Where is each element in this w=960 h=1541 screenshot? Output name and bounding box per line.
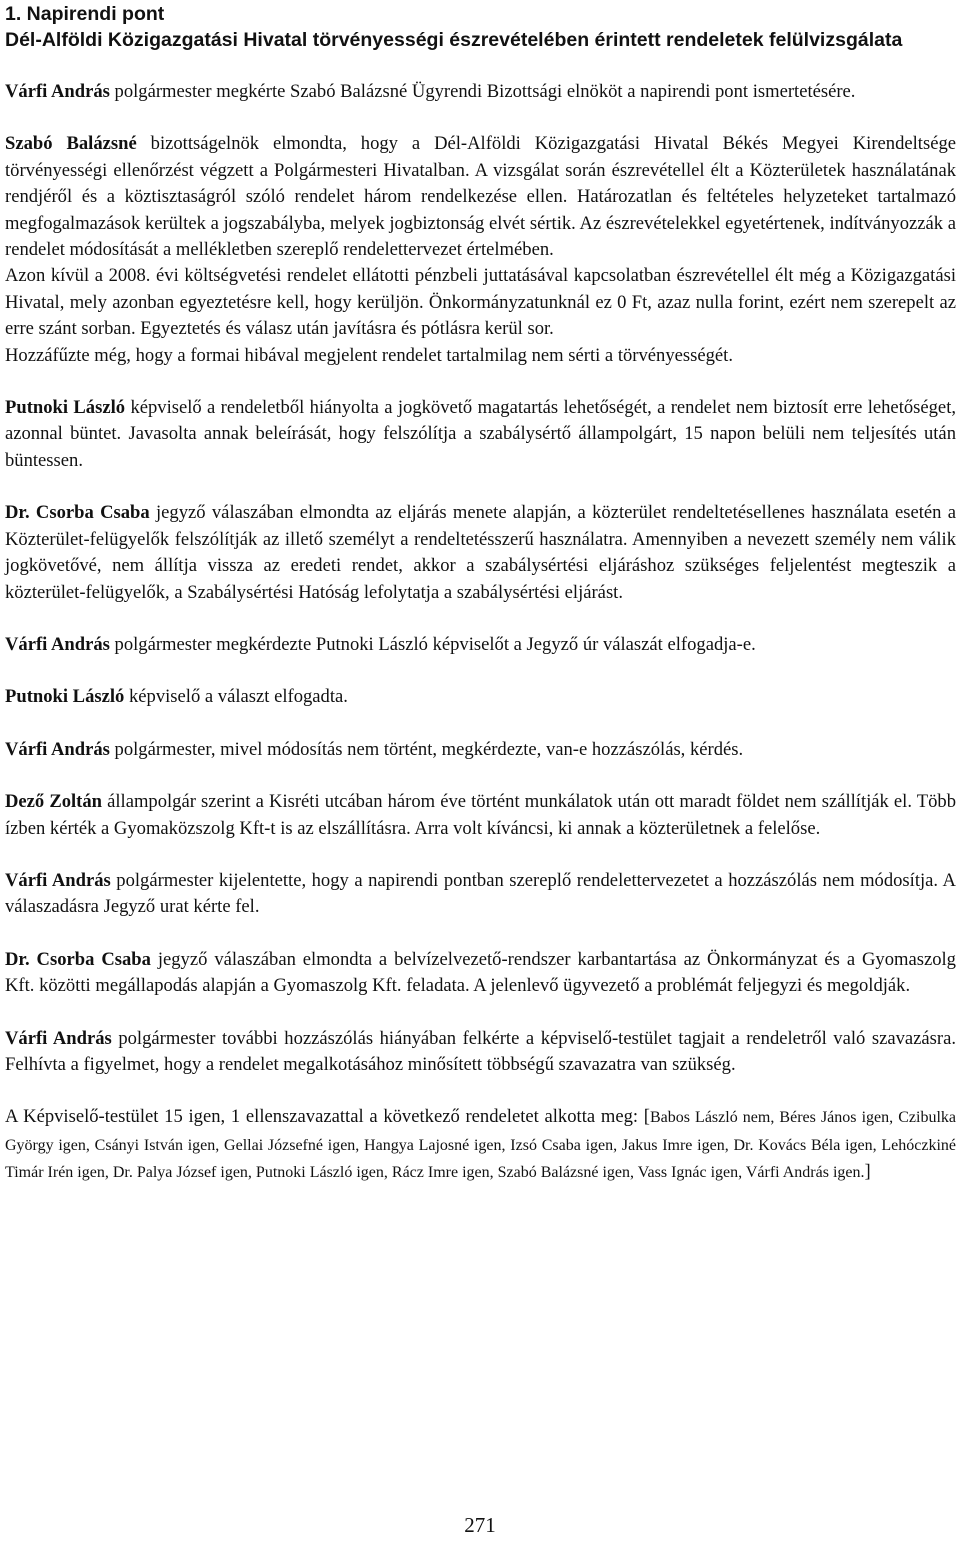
minutes-paragraph <box>5 789 956 842</box>
minutes-paragraph <box>5 131 956 369</box>
paragraph-text: polgármester további hozzászólás hiányában felkérte a képviselő-testület tagjait a rendeletről való szavazásra. Felhívta a figyelmet, hogy a rendelet megalkotásához minősített többségű szavazatra van szükség. <box>5 1027 956 1075</box>
paragraph-line <box>5 263 956 342</box>
paragraph-line <box>5 395 956 474</box>
paragraph-text: jegyző válaszában elmondta a belvízelvezető-rendszer karbantartása az Önkormányzat és a Gyomaszolg Kft. közötti megállapodás alapján a Gyomaszolg Kft. feladata. A jelenlevő ügyvezető a problémát feljegyzi és megoldják. <box>5 948 956 997</box>
paragraph-line <box>5 947 956 1000</box>
paragraph-text: állampolgár szerint a Kisréti utcában három éve történt munkálatok után ott maradt földet nem szállítják el. Több ízben kérték a Gyomaközszolg Kft-t is az elszállításra. Arra volt kíváncsi, ki annak a közterületnek a felelőse. <box>5 791 956 839</box>
speaker-name: Dező Zoltán <box>5 791 103 813</box>
spacer <box>5 1078 956 1104</box>
minutes-paragraph <box>5 632 956 658</box>
speaker-name: Dr. Csorba Csaba <box>5 502 150 524</box>
speaker-name: Putnoki László <box>5 397 126 419</box>
speaker-name: Putnoki László <box>5 686 125 708</box>
paragraph-line <box>5 868 956 921</box>
paragraph-line <box>5 79 956 105</box>
spacer <box>5 658 956 684</box>
speaker-name: Dr. Csorba Csaba <box>5 948 151 970</box>
spacer <box>5 474 956 500</box>
paragraph-line <box>5 131 956 263</box>
agenda-heading <box>5 0 956 53</box>
paragraph-line <box>5 632 956 658</box>
paragraph-line <box>5 500 956 606</box>
spacer <box>5 1000 956 1026</box>
paragraph-text: polgármester megkérdezte Putnoki László képviselőt a Jegyző úr válaszát elfogadja-e. <box>114 633 756 655</box>
minutes-paragraph <box>5 395 956 474</box>
minutes-paragraph <box>5 1026 956 1079</box>
vote-close: ] <box>864 1161 871 1183</box>
paragraph-text: polgármester megkérte Szabó Balázsné Ügyrendi Bizottsági elnököt a napirendi pont ismertetésére. <box>114 81 856 102</box>
paragraph-line <box>5 737 956 763</box>
spacer <box>5 606 956 632</box>
vote-details: Babos László nem, Béres János igen, Czibulka György igen, Csányi István igen, Gellai Józsefné igen, Hangya Lajosné igen, Izsó Csaba igen, Jakus Imre igen, Dr. Kovács Béla igen, Lehóczkiné Timár Irén igen, Dr. Palya József igen, Putnoki László igen, Rácz Imre igen, Szabó Balázsné igen, Vass Ignác igen, Várfi András igen. <box>5 1109 956 1182</box>
paragraph-text: képviselő a választ elfogadta. <box>129 686 348 708</box>
agenda-title: Dél-Alföldi Közigazgatási Hivatal törvényességi észrevételében érintett rendeletek felülvizsgálata <box>5 29 903 51</box>
speaker-name: Szabó Balázsné <box>5 133 137 155</box>
speaker-name: Várfi András <box>5 633 110 655</box>
minutes-paragraph <box>5 684 956 710</box>
agenda-number: 1. Napirendi pont <box>5 3 165 25</box>
paragraph-line <box>5 789 956 842</box>
spacer <box>5 711 956 737</box>
minutes-body <box>5 79 956 1104</box>
minutes-paragraph <box>5 500 956 606</box>
paragraph-text: Hozzáfűzte még, hogy a formai hibával megjelent rendelet tartalmilag nem sérti a törvényességét. <box>5 344 733 366</box>
paragraph-text: képviselő a rendeletből hiányolta a jogkövető magatartás lehetőségét, a rendelet nem biztosít erre lehetőséget, azonnal büntet. Javasolta annak beleírását, hogy felszólítja a szabálysértő állampolgárt, 15 napon belüli nem teljesítés után büntessen. <box>5 397 957 471</box>
spacer <box>5 763 956 789</box>
minutes-paragraph <box>5 737 956 763</box>
spacer <box>5 369 956 395</box>
spacer <box>5 53 956 79</box>
paragraph-text: polgármester, mivel módosítás nem történt, megkérdezte, van-e hozzászólás, kérdés. <box>114 738 744 760</box>
spacer <box>5 105 956 131</box>
speaker-name: Várfi András <box>5 81 110 102</box>
spacer <box>5 842 956 868</box>
paragraph-text: bizottságelnök elmondta, hogy a Dél-Alföldi Közigazgatási Hivatal Békés Megyei Kirendeltsége törvényességi ellenőrzést végzett a Polgármesteri Hivatalban. A vizsgálat során észrevétellel élt a Közterületek használatának rendjéről és a köztisztaságról szóló rendelet három rendelkezése ellen. Határozatlan és feltételes helyzeteket tartalmazó megfogalmazások kerültek a jogszabályba, melyek jogbiztonság elvét sértik. Az észrevételekkel egyetértenek, indítványozzák a rendelet módosítását a mellékletben szereplő rendelettervezet értelmében. <box>5 133 957 261</box>
minutes-paragraph <box>5 947 956 1000</box>
paragraph-line <box>5 343 956 369</box>
paragraph-line <box>5 684 956 710</box>
speaker-name: Várfi András <box>5 738 110 760</box>
speaker-name: Várfi András <box>5 869 111 891</box>
paragraph-line <box>5 1026 956 1079</box>
minutes-paragraph <box>5 79 956 105</box>
minutes-paragraph <box>5 868 956 921</box>
paragraph-text: polgármester kijelentette, hogy a napirendi pontban szereplő rendelettervezetet a hozzászólás nem módosítja. A válaszadásra Jegyző urat kérte fel. <box>5 869 956 918</box>
paragraph-text: jegyző válaszában elmondta az eljárás menete alapján, a közterület rendeltetésellenes használata esetén a Közterület-felügyelők felszólítják az illető személyt a rendeltetésszerű használatra. Amennyiben a nevezett személy nem válik jogkövetővé, nem állítja vissza az eredeti rendet, akkor a szabálysértési eljáráshoz szükséges feljelentést megteszik a közterület-felügyelők, a Szabálysértési Hatóság lefolytatja a szabálysértési eljárást. <box>5 502 956 603</box>
speaker-name: Várfi András <box>5 1027 112 1049</box>
vote-result <box>5 1104 956 1186</box>
paragraph-text: Azon kívül a 2008. évi költségvetési rendelet ellátotti pénzbeli juttatásával kapcsolatban észrevétellel élt még a Közigazgatási Hivatal, mely azonban egyeztetésre kell, hogy kerüljön. Önkormányzatunknál ez 0 Ft, azaz nulla forint, ezért nem szerepelt az erre szánt sorban. Egyeztetés és válasz után javításra és pótlásra kerül sor. <box>5 265 956 340</box>
page-number: 271 <box>464 1513 496 1537</box>
spacer <box>5 921 956 947</box>
vote-main: A Képviselő-testület 15 igen, 1 ellenszavazattal a következő rendeletet alkotta meg: [ <box>5 1106 650 1128</box>
